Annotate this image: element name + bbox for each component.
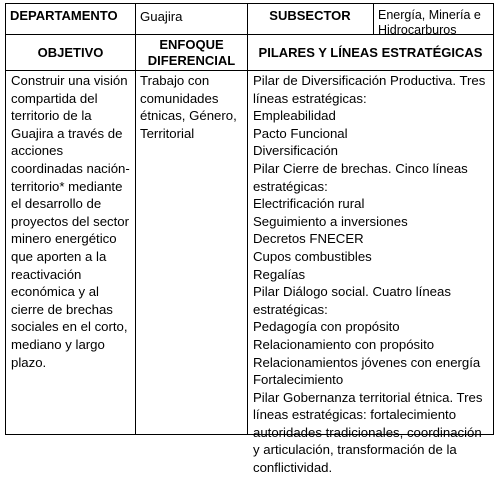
- pilares-line: Pilar Gobernanza territorial étnica. Tres: [253, 389, 483, 405]
- col-divider-2: [247, 34, 248, 434]
- pilares-line: Regalías: [253, 266, 306, 282]
- enfoque-header: ENFOQUE DIFERENCIAL: [147, 37, 236, 68]
- objetivo-text: Construir una visión compartida del territorio de la Guajira a través de acciones coordinadas nación- territorio* mediante el desarrollo de proyectos del sector minero energético que aporten a la reactivación económica y al cierre de brechas sociales en el corto, mediano y largo plazo.: [11, 73, 130, 370]
- pilares-line: líneas estratégicas: fortalecimiento: [253, 407, 457, 423]
- pilares-line: Fortalecimiento: [253, 372, 344, 388]
- pilares-line: y articulación, transformación de la: [253, 442, 457, 458]
- pilares-line: Empleabilidad: [253, 108, 336, 124]
- pilares-line: estratégicas:: [253, 301, 328, 317]
- pilares-line: Cupos combustibles: [253, 248, 372, 264]
- pilares-line: Diversificación: [253, 143, 339, 159]
- pilares-line: Seguimiento a inversiones: [253, 213, 408, 229]
- pilares-line: autoridades tradicionales, coordinación: [253, 424, 482, 440]
- pilares-line: líneas estratégicas:: [253, 90, 367, 106]
- pilares-line: Pacto Funcional: [253, 125, 348, 141]
- pilares-list: [253, 72, 491, 477]
- pilares-line: Pilar de Diversificación Productiva. Tres: [253, 73, 486, 88]
- row-divider-2: [6, 70, 493, 71]
- departamento-label: DEPARTAMENTO: [10, 8, 118, 23]
- departamento-value: Guajira: [140, 9, 183, 24]
- subsector-label: SUBSECTOR: [269, 8, 351, 23]
- pilares-line: Relacionamiento con propósito: [253, 336, 435, 352]
- pilares-line: Pilar Cierre de brechas. Cinco líneas: [253, 160, 468, 176]
- objetivo-header: OBJETIVO: [37, 45, 104, 60]
- enfoque-text: Trabajo con comunidades étnicas, Género, Territorial: [140, 73, 237, 141]
- col-divider-r1-1: [135, 4, 136, 34]
- pilares-header: PILARES Y LÍNEAS ESTRATÉGICAS: [258, 45, 483, 60]
- col-divider-r1-3: [373, 4, 374, 34]
- pilares-line: Pilar Diálogo social. Cuatro líneas: [253, 284, 451, 300]
- pilares-line: Electrificación rural: [253, 196, 365, 212]
- pilares-line: conflictividad.: [253, 460, 333, 476]
- pilares-line: estratégicas:: [253, 178, 328, 194]
- pilares-line: Relacionamientos jóvenes con energía: [253, 354, 481, 370]
- col-divider-1: [135, 34, 136, 434]
- pilares-line: Pedagogía con propósito: [253, 319, 400, 335]
- pilares-line: Decretos FNECER: [253, 231, 364, 247]
- strategy-table: [5, 3, 494, 476]
- subsector-value: Energía, Minería e Hidrocarburos: [378, 8, 481, 37]
